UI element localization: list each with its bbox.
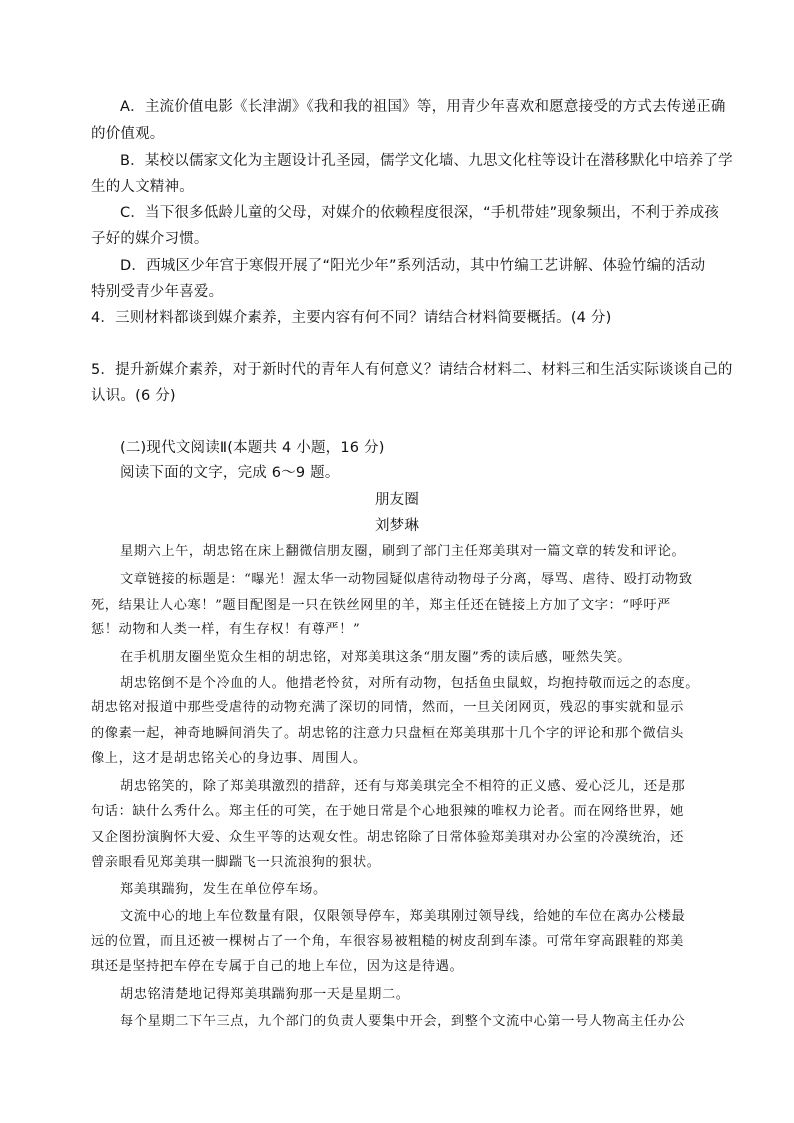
story-line: 文章链接的标题是：“曝光！渥太华一动物园疑似虐待动物母子分离，辱骂、虐待、殴打动物致 [120, 572, 693, 587]
story-line: 胡忠铭对报道中那些受虐待的动物充满了深切的同情，然而，一旦关闭网页，残忍的事实就和显示 [91, 700, 684, 715]
story-line: 胡忠铭笑的，除了郑美琪激烈的措辞，还有与郑美琪完全不相符的正义感、爱心泛儿，还是那 [120, 779, 686, 794]
story-line: 文流中心的地上车位数量有限，仅限领导停车，郑美琪刚过领导线，给她的车位在离办公楼最 [120, 909, 686, 924]
story-title: 朋友圈 [374, 492, 420, 508]
story-line: 死，结果让人心寒！”题目配图是一只在铁丝网里的羊，郑主任还在链接上方加了文字：“呼吁严 [91, 598, 671, 613]
option-a-line-1: A．主流价值电影《长津湖》《我和我的祖国》等，用青少年喜欢和愿意接受的方式去传递正确 [120, 99, 726, 115]
story-line: 像上，这才是胡忠铭关心的身边事、周围人。 [91, 751, 367, 766]
story-line: 胡忠铭清楚地记得郑美琪踹狗那一天是星期二。 [120, 987, 410, 1002]
story-line: 又企图扮演胸怀大爱、众生平等的达观女性。胡忠铭除了日常体验郑美琪对办公室的冷漠统治，还 [91, 830, 684, 845]
story-line: 胡忠铭倒不是个冷血的人。他措老怜贫，对所有动物，包括鱼虫鼠蚁，均抱持敬而远之的态度。 [120, 676, 700, 691]
section-heading: (二)现代文阅读Ⅱ(本题共 4 小题，16 分) [120, 440, 385, 456]
question-5-line-2: 认识。(6 分) [91, 388, 176, 404]
option-b-line-2: 生的人文精神。 [91, 179, 194, 195]
story-line: 的像素一起，神奇地瞬间消失了。胡忠铭的注意力只盘桓在郑美琪那十几个字的评论和那个微信头 [91, 726, 684, 741]
option-b-line-1: B．某校以儒家文化为主题设计孔圣园，儒学文化墙、九思文化柱等设计在潜移默化中培养了学 [120, 153, 733, 169]
story-line: 每个星期二下午三点，九个部门的负责人要集中开会，到整个文流中心第一号人物高主任办公 [120, 1014, 686, 1029]
story-line: 星期六上午，胡忠铭在床上翻微信朋友圈，刷到了部门主任郑美琪对一篇文章的转发和评论。 [120, 544, 686, 559]
story-line: 琪还是坚持把车停在专属于自己的地上车位，因为这是待遇。 [91, 959, 464, 974]
story-line: 句话：缺什么秀什么。郑主任的可笑，在于她日常是个心地狠辣的唯权力论者。而在网络世界，她 [91, 804, 684, 819]
option-d-line-1: D．西城区少年宫于寒假开展了“阳光少年”系列活动，其中竹编工艺讲解、体验竹编的活动 [120, 258, 706, 274]
option-d-line-2: 特别受青少年喜爱。 [91, 284, 224, 300]
section-instruction: 阅读下面的文字，完成 6～9 题。 [120, 465, 340, 481]
option-c-line-1: C．当下很多低龄儿童的父母，对媒介的依赖程度很深，“手机带娃”现象频出，不利于养成孩 [120, 205, 720, 221]
story-line: 郑美琪踹狗，发生在单位停车场。 [120, 882, 327, 897]
question-5-line-1: 5．提升新媒介素养，对于新时代的青年人有何意义？请结合材料二、材料三和生活实际谈谈自己的 [91, 362, 733, 378]
story-author: 刘梦琳 [374, 518, 420, 534]
option-c-line-2: 子好的媒介习惯。 [91, 231, 209, 247]
story-line: 在手机朋友圈坐览众生相的胡忠铭，对郑美琪这条“朋友圈”秀的读后感，哑然失笑。 [120, 650, 632, 665]
question-4: 4．三则材料都谈到媒介素养，主要内容有何不同？请结合材料简要概括。(4 分) [91, 310, 612, 326]
option-a-line-2: 的价值观。 [91, 126, 165, 142]
story-line: 惩！动物和人类一样，有生存权！有尊严！” [91, 622, 361, 637]
story-line: 远的位置，而且还被一棵树占了一个角，车很容易被粗糙的树皮刮到车漆。可常年穿高跟鞋的郑美 [91, 934, 684, 949]
story-line: 曾亲眼看见郑美琪一脚踹飞一只流浪狗的狠状。 [91, 855, 381, 870]
